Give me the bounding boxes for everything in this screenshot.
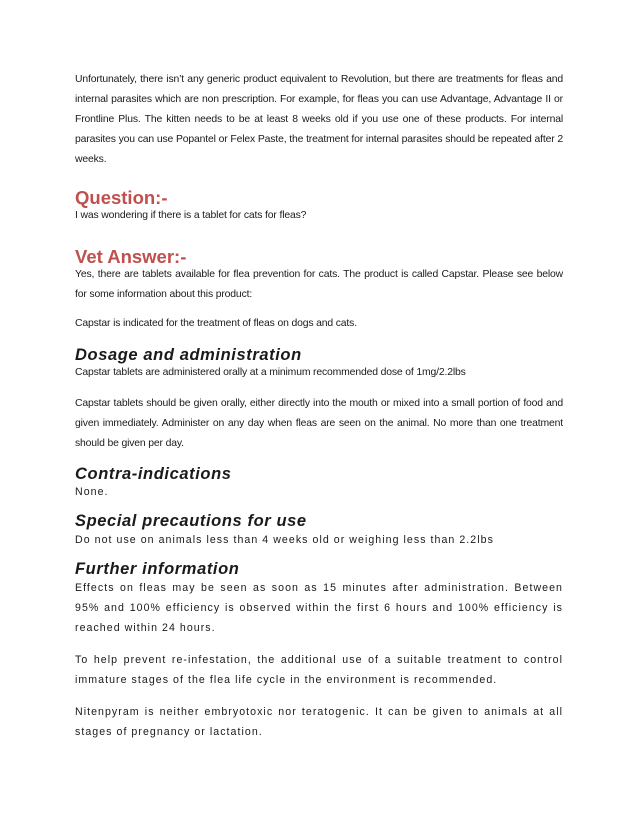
further-text-1: Effects on fleas may be seen as soon as 15 minutes after administration. Between 95% and 100% efficiency is observed within the first 6 hours and 100% efficiency is reached within 24 hours. <box>75 582 563 634</box>
question-heading: Question:- <box>75 187 168 208</box>
dosage-heading: Dosage and administration <box>75 346 302 364</box>
dosage-text-2: Capstar tablets should be given orally, either directly into the mouth or mixed into a small portion of food and given immediately. Administer on any day when fleas are seen on the animal. No more than one treatment should be given per day. <box>75 398 563 449</box>
precautions-text: Do not use on animals less than 4 weeks old or weighing less than 2.2lbs <box>75 534 494 546</box>
contra-text: None. <box>75 486 109 498</box>
question-text: I was wondering if there is a tablet for cats for fleas? <box>75 210 307 221</box>
contra-heading: Contra-indications <box>75 465 232 483</box>
intro-paragraph: Unfortunately, there isn’t any generic product equivalent to Revolution, but there are treatments for fleas and internal parasites which are non prescription. For example, for fleas you can use Advantage, Advantage II or Frontline Plus. The kitten needs to be at least 8 weeks old if you use one of these products. For internal parasites you can use Popantel or Felex Paste, the treatment for internal parasites should be repeated after 2 weeks. <box>75 74 563 165</box>
dosage-text-1: Capstar tablets are administered orally at a minimum recommended dose of 1mg/2.2lbs <box>75 367 466 378</box>
further-text-2: To help prevent re-infestation, the additional use of a suitable treatment to control immature stages of the flea life cycle in the environment is recommended. <box>75 654 563 686</box>
capstar-indication: Capstar is indicated for the treatment of fleas on dogs and cats. <box>75 318 357 329</box>
further-heading: Further information <box>75 560 240 578</box>
answer-heading: Vet Answer:- <box>75 246 187 267</box>
precautions-heading: Special precautions for use <box>75 512 307 530</box>
document-page <box>75 66 563 742</box>
further-text-3: Nitenpyram is neither embryotoxic nor teratogenic. It can be given to animals at all stages of pregnancy or lactation. <box>75 706 563 738</box>
answer-text: Yes, there are tablets available for flea prevention for cats. The product is called Capstar. Please see below for some information about this product: <box>75 269 563 300</box>
